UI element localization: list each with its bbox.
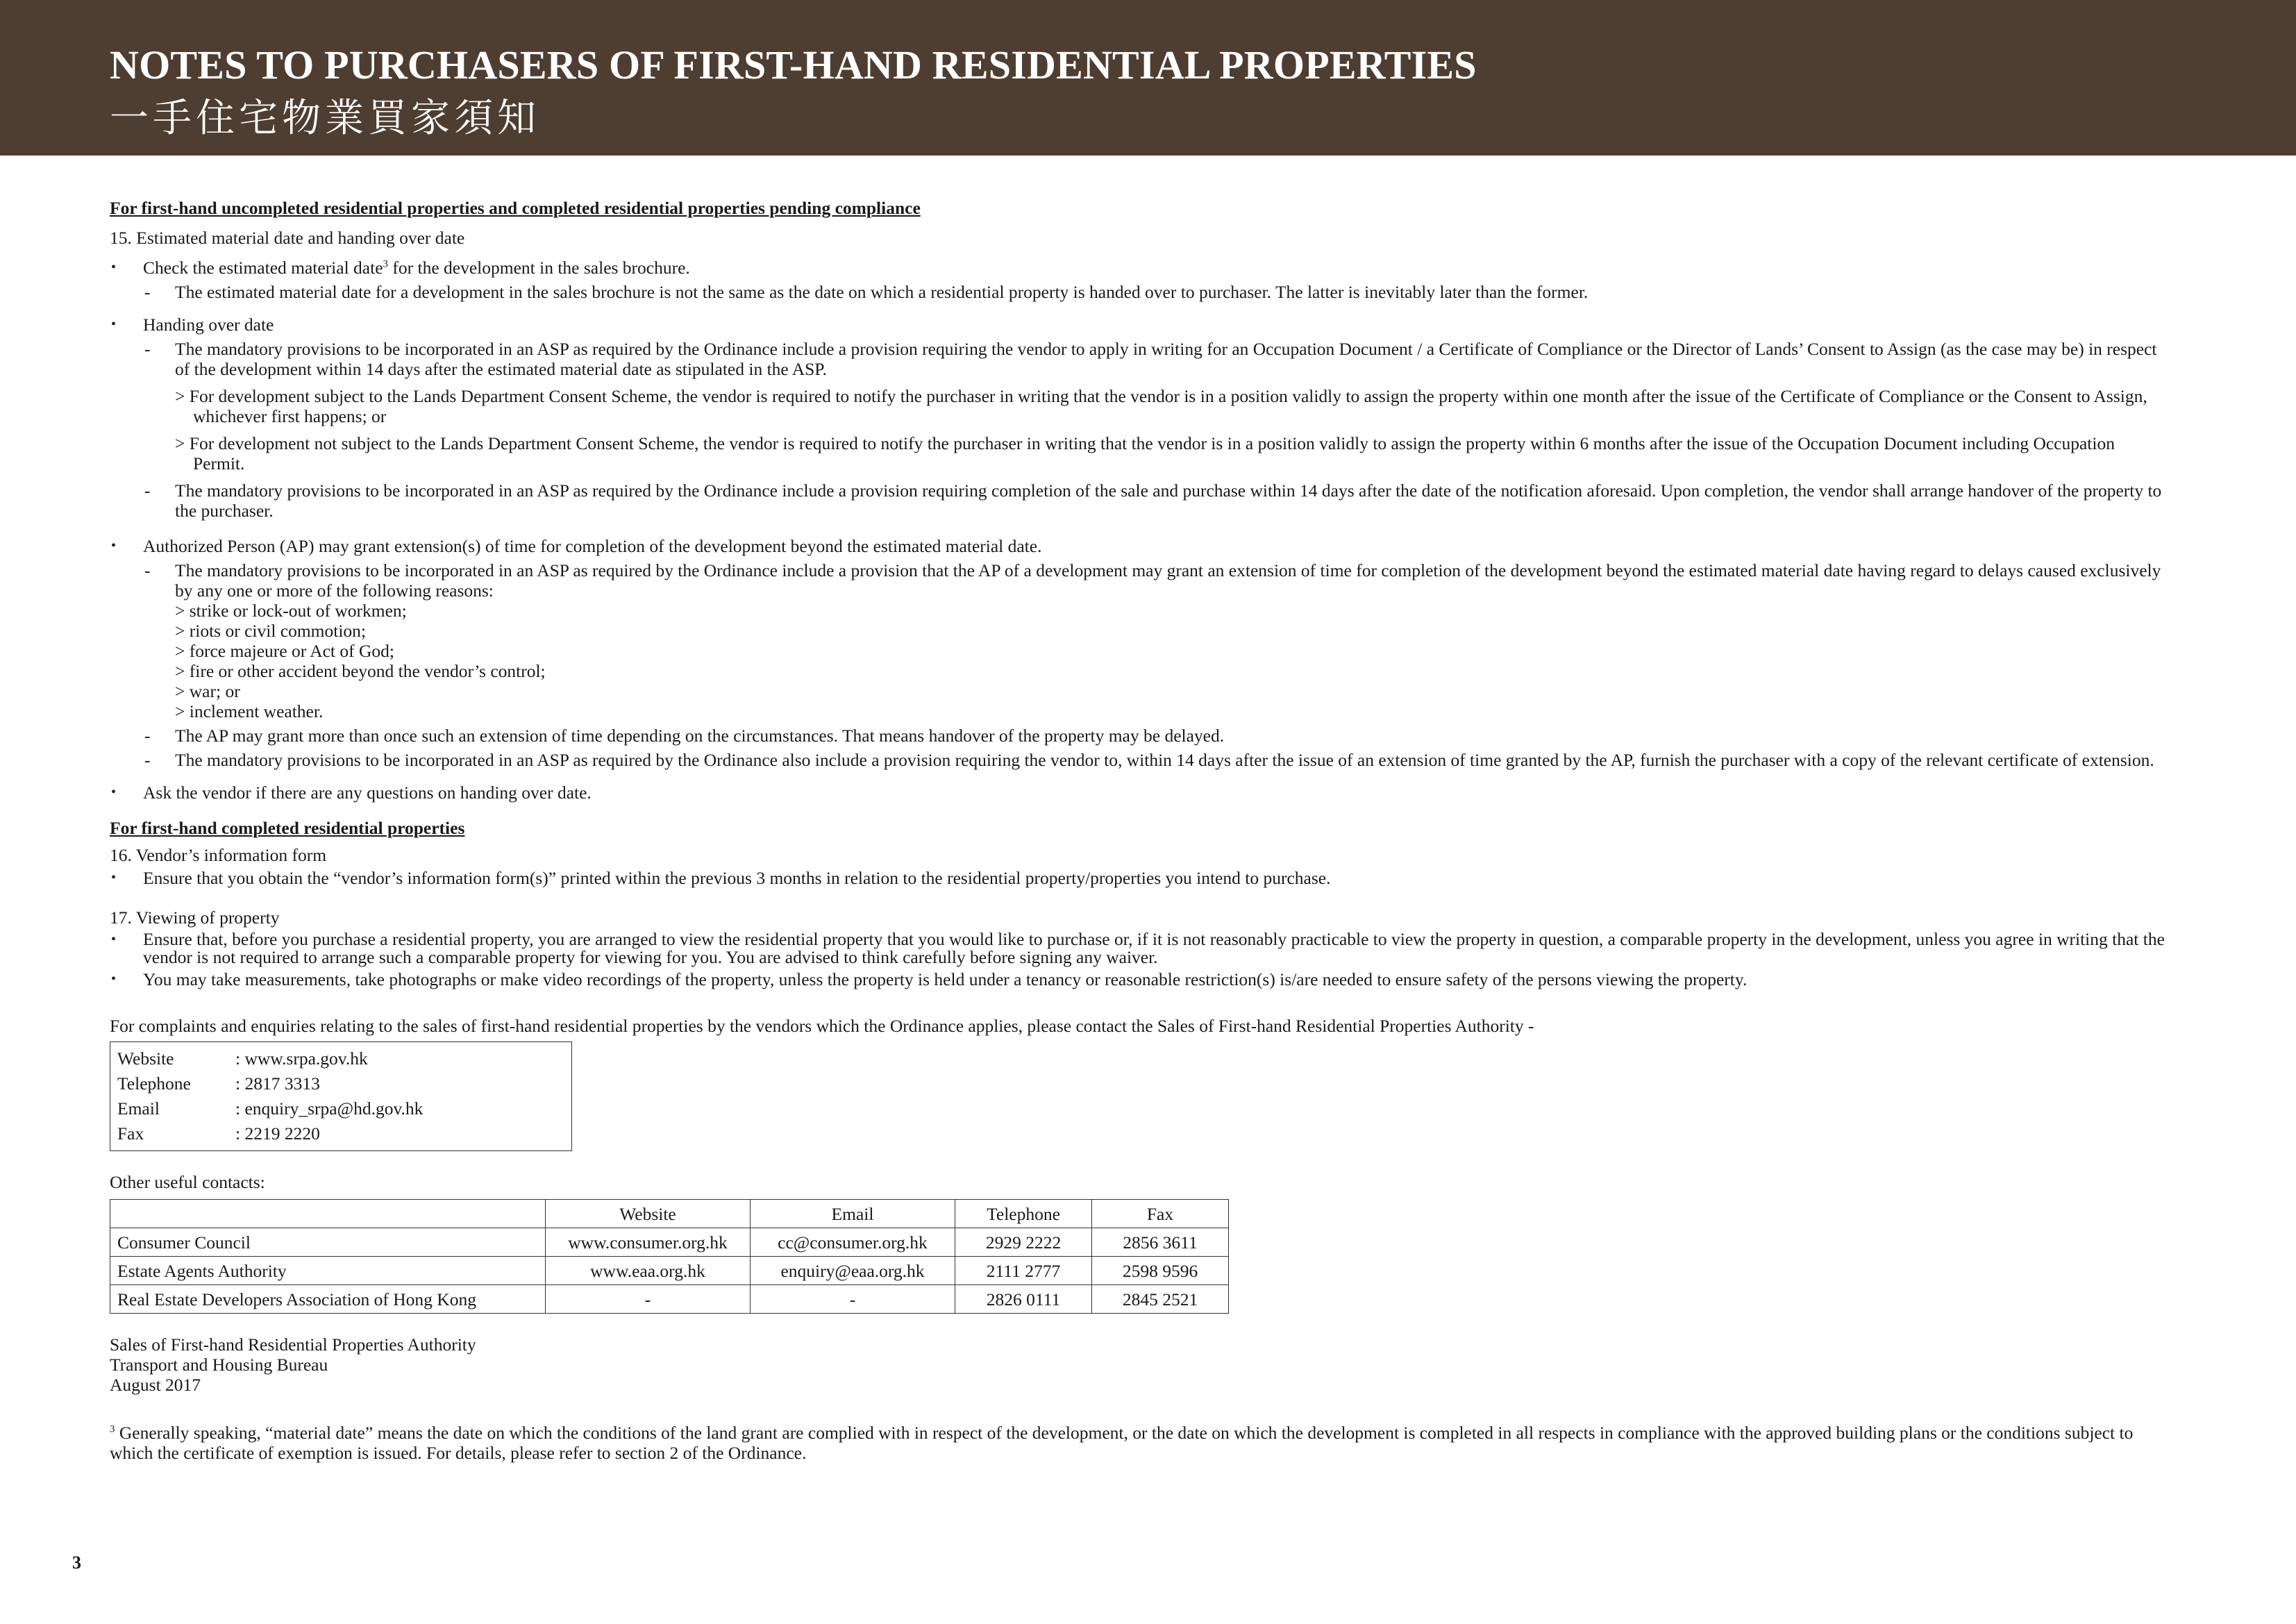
contact-row-website (117, 1046, 564, 1071)
footnote (110, 1423, 2165, 1463)
table-cell-email: - (751, 1285, 955, 1314)
dash-item-extension (110, 560, 2165, 721)
bullet-text: Check the estimated material date (143, 258, 383, 278)
signoff-line: Transport and Housing Bureau (110, 1355, 328, 1375)
table-cell-telephone: 2111 2777 (955, 1257, 1092, 1285)
table-cell-name: Real Estate Developers Association of Hong Kong (110, 1285, 546, 1314)
bullet-measurements: • You may take measurements, take photographs or make video recordings of the property, unless the property is held under a tenancy or reasonable restriction(s) is/are needed to ensure safety of the persons viewing the property. (110, 969, 2165, 989)
reason-item: > strike or lock-out of workmen; (175, 601, 407, 621)
table-cell-email: cc@consumer.org.hk (751, 1228, 955, 1257)
bullet-vendor-info-form: • Ensure that you obtain the “vendor’s information form(s)” printed within the previous 3 months in relation to the residential property/properties you intend to purchase. (110, 868, 2165, 888)
reason-item: > force majeure or Act of God; (175, 641, 395, 661)
reason-item: > fire or other accident beyond the vendor’s control; (175, 661, 546, 681)
complaints-intro: For complaints and enquiries relating to the sales of first-hand residential properties by the vendors which the Ordinance applies, please contact the Sales of First-hand Residential Properties Authority - (110, 1016, 1534, 1036)
table-cell-fax: 2845 2521 (1092, 1285, 1229, 1314)
signoff-line: Sales of First-hand Residential Properties Authority (110, 1334, 476, 1355)
contact-row-fax (117, 1121, 564, 1146)
bullet-text-tail: for the development in the sales brochure. (388, 258, 690, 278)
contact-row-telephone (117, 1071, 564, 1096)
contact-value: : enquiry_srpa@hd.gov.hk (235, 1098, 424, 1119)
table-cell-name: Consumer Council (110, 1228, 546, 1257)
other-contacts-intro: Other useful contacts: (110, 1172, 265, 1192)
section-heading-uncompleted: For first-hand uncompleted residential properties and completed residential properties pending compliance (110, 198, 921, 218)
authority-signoff (110, 1334, 2165, 1395)
bullet-view-property: • Ensure that, before you purchase a residential property, you are arranged to view the residential property that you would like to purchase or, if it is not reasonably practicable to view the property in question, a comparable property in the development, unless you agree in writing that the vendor is not required to arrange such a comparable property for viewing for you. You are advised to think carefully before signing any waiver. (110, 930, 2165, 966)
reason-item: > war; or (175, 681, 240, 701)
contact-label: Fax (117, 1123, 144, 1144)
section-heading-completed: For first-hand completed residential properties (110, 818, 465, 838)
item-16-title: 16. Vendor’s information form (110, 845, 327, 865)
contact-value: : 2219 2220 (235, 1123, 320, 1144)
dash-text: - The mandatory provisions to be incorporated in an ASP as required by the Ordinance include a provision requiring the vendor to apply in writing for an Occupation Document / a Certificate of Compliance or the Director of Lands’ Consent to Assign (as the case may be) in respect of the development within 14 days after the estimated material date as stipulated in the ASP. (175, 339, 2157, 379)
table-cell-website: - (546, 1285, 751, 1314)
bullet-text: Handing over date (143, 315, 274, 335)
table-row (110, 1257, 1229, 1285)
bullet-ask-vendor: • Ask the vendor if there are any questions on handing over date. (110, 782, 2165, 803)
bullet-authorized-person (110, 536, 2165, 770)
table-header-cell: Website (546, 1200, 751, 1228)
document-body (110, 198, 2165, 1463)
table-row (110, 1285, 1229, 1314)
contact-label: Telephone (117, 1073, 191, 1094)
bullet-handing-over-date (110, 315, 2165, 521)
table-header-row (110, 1200, 1229, 1228)
dash-item-apply-document (110, 339, 2165, 474)
reason-item: > riots or civil commotion; (175, 621, 367, 641)
contact-value: : www.srpa.gov.hk (235, 1048, 368, 1069)
table-cell-website: www.eaa.org.hk (546, 1257, 751, 1285)
footnote-mark: 3 (110, 1423, 115, 1435)
table-header-cell: Fax (1092, 1200, 1229, 1228)
table-header-cell: Telephone (955, 1200, 1092, 1228)
table-row (110, 1228, 1229, 1257)
table-cell-name: Estate Agents Authority (110, 1257, 546, 1285)
contact-label: Website (117, 1048, 174, 1069)
reason-item: > inclement weather. (175, 701, 324, 721)
dash-item: - The estimated material date for a development in the sales brochure is not the same as the date on which a residential property is handed over to purchaser. The latter is inevitably later than the former. (110, 282, 2165, 302)
item-17-title: 17. Viewing of property (110, 907, 280, 928)
footnote-text: Generally speaking, “material date” means the date on which the conditions of the land grant are complied with in respect of the development, or the date on which the development is completed in all respects in compliance with the approved building plans or the conditions subject to which the certificate of exemption is issued. For details, please refer to section 2 of the Ordinance. (110, 1423, 2134, 1463)
table-cell-telephone: 2826 0111 (955, 1285, 1092, 1314)
page-title-english: NOTES TO PURCHASERS OF FIRST-HAND RESIDENTIAL PROPERTIES (110, 42, 1477, 87)
page-number: 3 (72, 1552, 81, 1573)
footnote-ref: 3 (383, 258, 389, 270)
table-cell-website: www.consumer.org.hk (546, 1228, 751, 1257)
contact-value: : 2817 3313 (235, 1073, 320, 1094)
sub-item-consent-scheme: > For development subject to the Lands Department Consent Scheme, the vendor is required to notify the purchaser in writing that the vendor is in a position validly to assign the property within one month after the issue of the Certificate of Compliance or the Consent to Assign, whichever first happens; or (175, 386, 2147, 426)
page-title-chinese: 一手住宅物業買家須知 (110, 96, 540, 141)
table-cell-telephone: 2929 2222 (955, 1228, 1092, 1257)
contact-row-email (117, 1096, 564, 1121)
contact-label: Email (117, 1098, 160, 1119)
table-cell-fax: 2856 3611 (1092, 1228, 1229, 1257)
bullet-check-material-date (110, 258, 2165, 302)
dash-item-completion: - The mandatory provisions to be incorporated in an ASP as required by the Ordinance include a provision requiring completion of the sale and purchase within 14 days after the date of the notification aforesaid. Upon completion, the vendor shall arrange handover of the property to the purchaser. (110, 480, 2165, 521)
sub-item-non-consent-scheme: > For development not subject to the Lands Department Consent Scheme, the vendor is required to notify the purchaser in writing that the vendor is in a position validly to assign the property within 6 months after the issue of the Occupation Document including Occupation Permit. (175, 433, 2115, 474)
dash-item-multiple-extension: - The AP may grant more than once such an extension of time depending on the circumstances. That means handover of the property may be delayed. (110, 726, 2165, 746)
dash-text: - The mandatory provisions to be incorporated in an ASP as required by the Ordinance include a provision that the AP of a development may grant an extension of time for completion of the development beyond the estimated material date having regard to delays caused exclusively by any one or more of the following reasons: (175, 560, 2161, 601)
table-header-cell: Email (751, 1200, 955, 1228)
dash-item-certificate-copy: - The mandatory provisions to be incorporated in an ASP as required by the Ordinance also include a provision requiring the vendor to, within 14 days after the issue of an extension of time granted by the AP, furnish the purchaser with a copy of the relevant certificate of extension. (110, 750, 2165, 770)
page-header-banner (0, 0, 2296, 156)
other-contacts-table (110, 1199, 1229, 1314)
table-header-cell (110, 1200, 546, 1228)
signoff-date: August 2017 (110, 1375, 201, 1395)
item-15-title: 15. Estimated material date and handing over date (110, 228, 465, 248)
table-cell-fax: 2598 9596 (1092, 1257, 1229, 1285)
bullet-text: Authorized Person (AP) may grant extension(s) of time for completion of the development beyond the estimated material date. (143, 536, 1042, 556)
table-cell-email: enquiry@eaa.org.hk (751, 1257, 955, 1285)
srpa-contact-box (110, 1041, 572, 1151)
